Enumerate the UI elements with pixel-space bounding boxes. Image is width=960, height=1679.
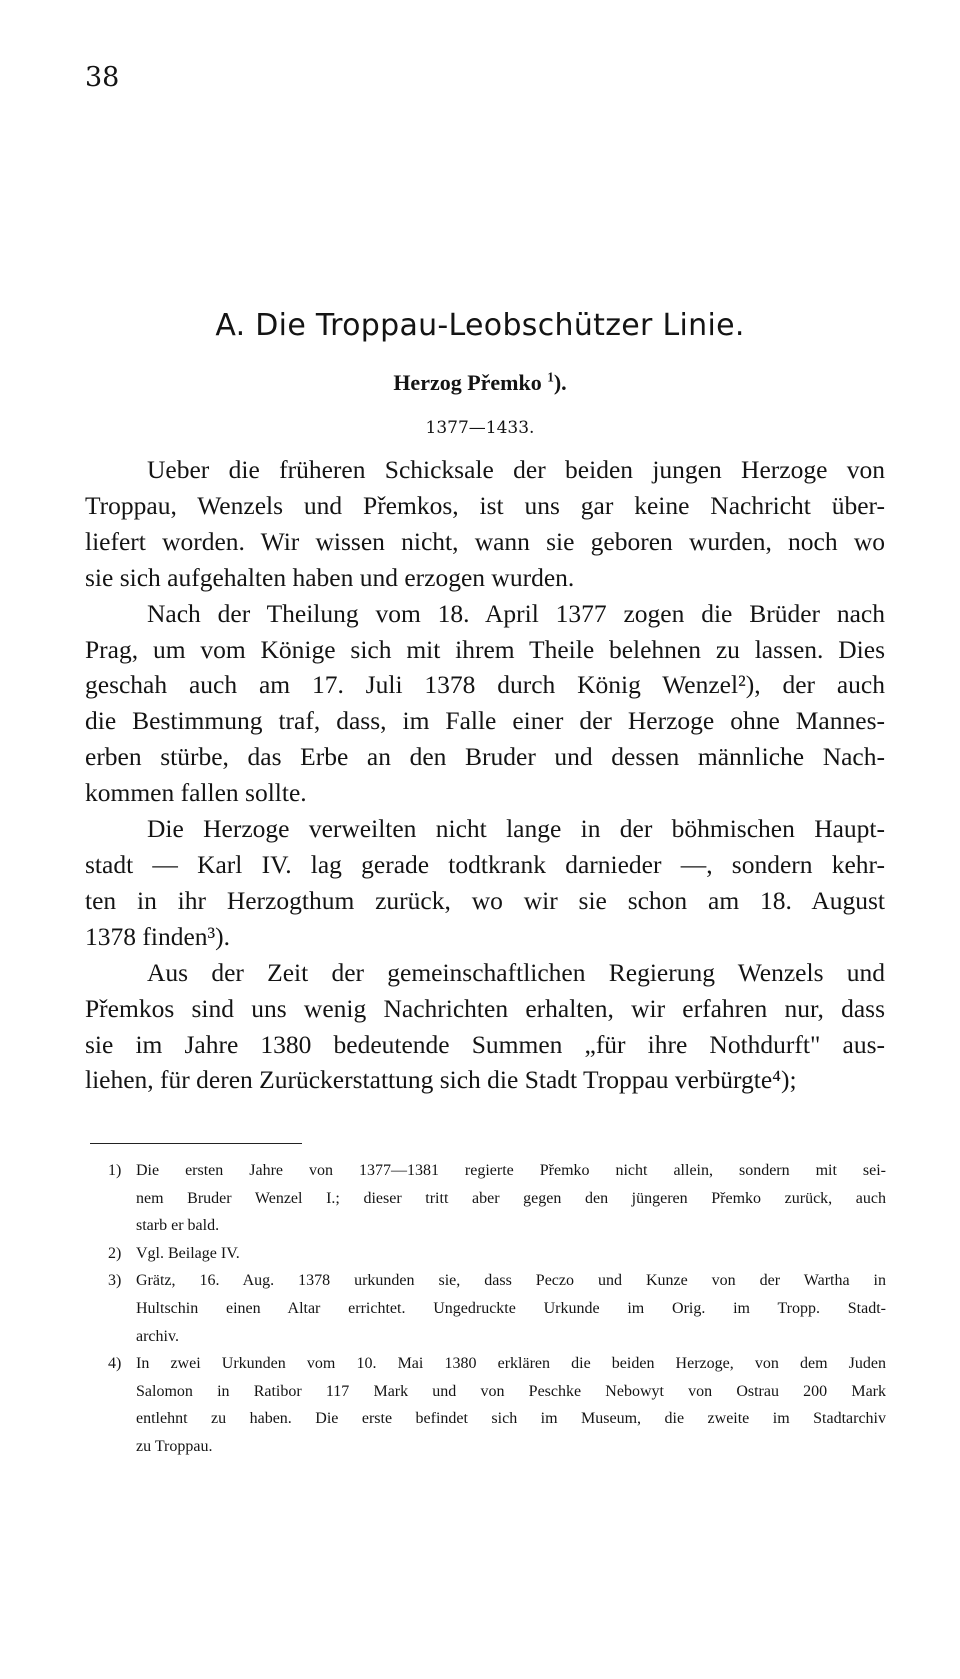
text-line: 1378 finden³). bbox=[85, 921, 231, 951]
text-line: Troppau, Wenzels und Přemkos, ist uns gar keine Nachricht über- bbox=[85, 490, 885, 520]
footnote-mark: 4) bbox=[108, 1355, 122, 1373]
footnote bbox=[108, 1350, 886, 1460]
subtitle-end: ). bbox=[553, 370, 567, 395]
footnote-mark: 3) bbox=[108, 1272, 122, 1290]
text-line: die Bestimmung traf, dass, im Falle einer der Herzoge ohne Mannes- bbox=[85, 706, 885, 736]
text-line: Aus der Zeit der gemeinschaftlichen Regierung Wenzels und bbox=[147, 957, 885, 987]
text-line: sie im Jahre 1380 bedeutende Summen „für ihre Nothdurft" aus- bbox=[85, 1029, 885, 1059]
text-line: erben stürbe, das Erbe an den Bruder und dessen männliche Nach- bbox=[85, 742, 885, 772]
text-line: liefert worden. Wir wissen nicht, wann sie geboren wurden, noch wo bbox=[85, 526, 885, 556]
footnote bbox=[108, 1240, 886, 1268]
text-line: Ueber die früheren Schicksale der beiden jungen Herzoge von bbox=[147, 455, 885, 484]
footnote-mark: 2) bbox=[108, 1244, 122, 1262]
subtitle-text: Herzog Přemko bbox=[393, 370, 542, 395]
footnote-rule bbox=[90, 1143, 302, 1144]
footnote-line: starb er bald. bbox=[136, 1217, 220, 1235]
paragraph bbox=[85, 596, 885, 811]
footnote-line: Hultschin einen Altar errichtet. Ungedruckte Urkunde im Orig. im Tropp. Stadt- bbox=[136, 1299, 886, 1317]
reign-dates: 1377—1433. bbox=[425, 418, 535, 438]
footnote-line: archiv. bbox=[136, 1327, 179, 1345]
footnotes bbox=[108, 1157, 886, 1461]
subtitle bbox=[0, 370, 960, 396]
footnote-line: nem Bruder Wenzel I.; dieser tritt aber gegen den jüngeren Přemko zurück, auch bbox=[136, 1189, 886, 1207]
footnote-line: Die ersten Jahre von 1377—1381 regierte Přemko nicht allein, sondern mit sei- bbox=[136, 1162, 886, 1179]
text-line: Nach der Theilung vom 18. April 1377 zogen die Brüder nach bbox=[147, 598, 885, 628]
footnote-line: Salomon in Ratibor 117 Mark und von Peschke Nebowyt von Ostrau 200 Mark bbox=[136, 1382, 886, 1400]
text-line: geschah auch am 17. Juli 1378 durch König Wenzel²), der auch bbox=[85, 670, 885, 700]
paragraph bbox=[85, 955, 885, 1099]
text-line: stadt — Karl IV. lag gerade todtkrank darnieder —, sondern kehr- bbox=[85, 849, 885, 879]
footnote bbox=[108, 1267, 886, 1350]
section-title: A. Die Troppau-Leobschützer Linie. bbox=[215, 308, 745, 343]
footnote-line: Grätz, 16. Aug. 1378 urkunden sie, dass Peczo und Kunze von der Wartha in bbox=[136, 1272, 886, 1290]
page-number: 38 bbox=[85, 62, 120, 93]
text-line: kommen fallen sollte. bbox=[85, 778, 307, 808]
paragraph bbox=[85, 452, 885, 596]
text-line: liehen, für deren Zurückerstattung sich die Stadt Troppau verbürgte⁴); bbox=[85, 1065, 797, 1095]
paragraph bbox=[85, 811, 885, 955]
body-text bbox=[85, 452, 885, 1098]
text-line: Die Herzoge verweilten nicht lange in der böhmischen Haupt- bbox=[147, 814, 885, 844]
text-line: sie sich aufgehalten haben und erzogen wurden. bbox=[85, 562, 575, 592]
text-line: ten in ihr Herzogthum zurück, wo wir sie schon am 18. August bbox=[85, 885, 885, 915]
subtitle-footnote-ref: 1 bbox=[547, 369, 554, 385]
footnote-line: entlehnt zu haben. Die erste befindet sich im Museum, die zweite im Stadtarchiv bbox=[136, 1410, 886, 1428]
text-line: Prag, um vom Könige sich mit ihrem Theile belehnen zu lassen. Dies bbox=[85, 634, 885, 664]
footnote-line: Vgl. Beilage IV. bbox=[136, 1244, 240, 1262]
footnote-line: zu Troppau. bbox=[136, 1437, 213, 1455]
footnote bbox=[108, 1157, 886, 1240]
footnote-line: In zwei Urkunden vom 10. Mai 1380 erklären die beiden Herzoge, von dem Juden bbox=[136, 1355, 886, 1373]
footnote-mark: 1) bbox=[108, 1162, 122, 1179]
text-line: Přemkos sind uns wenig Nachrichten erhalten, wir erfahren nur, dass bbox=[85, 993, 885, 1023]
